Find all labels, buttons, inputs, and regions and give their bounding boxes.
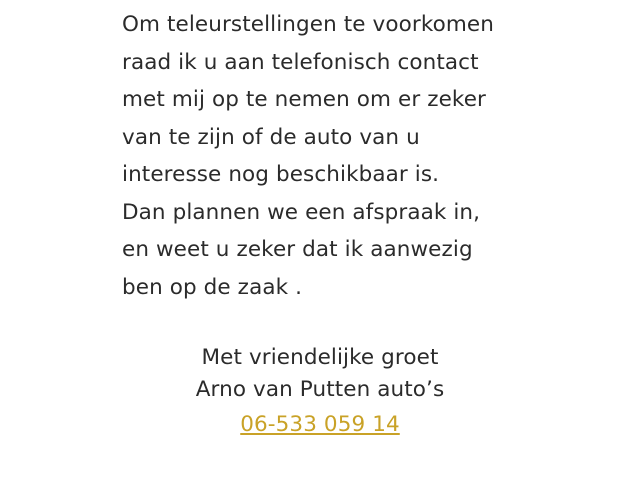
body-line: interesse nog beschikbaar is.: [122, 162, 440, 187]
phone-number-link[interactable]: 06-533 059 14: [240, 412, 400, 437]
body-line: en weet u zeker dat ik aanwezig: [122, 237, 473, 262]
body-line: Om teleurstellingen te voorkomen: [122, 12, 494, 37]
signature-greeting: Met vriendelijke groet: [201, 345, 439, 370]
body-line: Dan plannen we een afspraak in,: [122, 199, 481, 225]
signature-name: Arno van Putten auto’s: [195, 377, 445, 402]
phone-line: [0, 409, 640, 441]
message-body: [122, 6, 522, 306]
body-line: raad ik u aan telefonisch contact: [122, 49, 479, 75]
body-line: van te zijn of de auto van u: [122, 124, 420, 150]
body-line: met mij op te nemen om er zeker: [122, 87, 486, 112]
signature-block: [0, 342, 640, 441]
body-line: ben op de zaak .: [122, 274, 303, 300]
